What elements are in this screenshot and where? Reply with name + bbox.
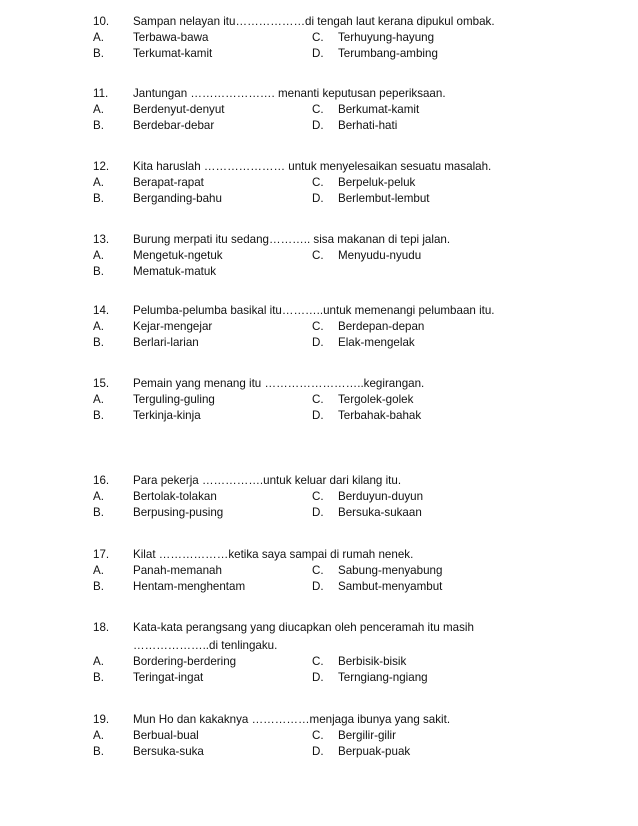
option-letter: D. (312, 580, 324, 593)
option-text: Terkumat-kamit (133, 47, 213, 60)
option-letter: A. (93, 393, 104, 406)
option-letter: B. (93, 506, 104, 519)
option-letter: B. (93, 47, 104, 60)
option-letter: C. (312, 320, 324, 333)
option-text: Berlembut-lembut (338, 192, 430, 205)
question-block (0, 547, 638, 595)
question-stem-row (0, 303, 638, 319)
option-letter: C. (312, 103, 324, 116)
question-number: 17. (93, 548, 110, 561)
option-letter: D. (312, 409, 324, 422)
question-stem: Kita haruslah ………………… untuk menyelesaikan sesuatu masalah. (133, 160, 492, 173)
option-row (0, 563, 638, 579)
option-row (0, 744, 638, 760)
option-letter: D. (312, 336, 324, 349)
question-number: 15. (93, 377, 110, 390)
question-number: 18. (93, 621, 110, 634)
question-number: 12. (93, 160, 110, 173)
option-letter: D. (312, 745, 324, 758)
option-row (0, 335, 638, 351)
option-row (0, 319, 638, 335)
option-letter: A. (93, 320, 104, 333)
option-letter: A. (93, 103, 104, 116)
option-letter: C. (312, 729, 324, 742)
option-letter: A. (93, 655, 104, 668)
question-block (0, 14, 638, 62)
option-text: Berbisik-bisik (338, 655, 407, 668)
option-row (0, 264, 638, 280)
option-letter: B. (93, 336, 104, 349)
option-row (0, 118, 638, 134)
question-block (0, 473, 638, 521)
question-stem-row (0, 547, 638, 563)
option-text: Berlari-larian (133, 336, 199, 349)
option-text: Menyudu-nyudu (338, 249, 422, 262)
option-letter: B. (93, 265, 104, 278)
option-text: Terkinja-kinja (133, 409, 201, 422)
option-row (0, 654, 638, 670)
option-text: Bertolak-tolakan (133, 490, 217, 503)
option-row (0, 248, 638, 264)
option-text: Berhati-hati (338, 119, 398, 132)
option-letter: B. (93, 409, 104, 422)
question-stem-row (0, 376, 638, 392)
question-number: 19. (93, 713, 110, 726)
option-text: Berkumat-kamit (338, 103, 420, 116)
option-text: Berpusing-pusing (133, 506, 224, 519)
option-row (0, 392, 638, 408)
question-block (0, 86, 638, 134)
option-letter: D. (312, 671, 324, 684)
option-text: Berbual-bual (133, 729, 199, 742)
question-stem-row (0, 620, 638, 636)
option-text: Bordering-berdering (133, 655, 237, 668)
option-row (0, 670, 638, 686)
option-letter: B. (93, 745, 104, 758)
option-text: Berpeluk-peluk (338, 176, 416, 189)
option-text: Terbahak-bahak (338, 409, 422, 422)
question-stem-continuation: ………………..di tenlingaku. (133, 639, 278, 652)
option-text: Berdepan-depan (338, 320, 425, 333)
option-letter: D. (312, 192, 324, 205)
question-stem: Kata-kata perangsang yang diucapkan oleh penceramah itu masih (133, 621, 474, 634)
option-row (0, 175, 638, 191)
question-block (0, 303, 638, 351)
question-number: 11. (93, 87, 109, 100)
option-letter: D. (312, 47, 324, 60)
option-text: Teringat-ingat (133, 671, 204, 684)
question-stem-row (0, 473, 638, 489)
question-stem-row (0, 86, 638, 102)
option-text: Bersuka-suka (133, 745, 204, 758)
option-letter: D. (312, 119, 324, 132)
option-text: Terguling-guling (133, 393, 215, 406)
option-letter: B. (93, 119, 104, 132)
option-row (0, 30, 638, 46)
option-row (0, 102, 638, 118)
option-text: Sambut-menyambut (338, 580, 443, 593)
option-row (0, 408, 638, 424)
question-stem-row (0, 232, 638, 248)
option-row (0, 191, 638, 207)
question-stem: Jantungan …………………. menanti keputusan peperiksaan. (133, 87, 446, 100)
option-row (0, 46, 638, 62)
option-letter: B. (93, 671, 104, 684)
question-stem-row (0, 712, 638, 728)
option-text: Berduyun-duyun (338, 490, 424, 503)
option-letter: A. (93, 31, 104, 44)
option-letter: C. (312, 31, 324, 44)
option-letter: B. (93, 580, 104, 593)
option-text: Terbawa-bawa (133, 31, 209, 44)
question-stem-row (0, 14, 638, 30)
question-stem: Mun Ho dan kakaknya ……………menjaga ibunya yang sakit. (133, 713, 451, 726)
question-block (0, 159, 638, 207)
option-letter: C. (312, 564, 324, 577)
question-block (0, 620, 638, 686)
option-letter: A. (93, 249, 104, 262)
question-number: 14. (93, 304, 110, 317)
option-text: Terumbang-ambing (338, 47, 438, 60)
option-letter: C. (312, 393, 324, 406)
option-text: Panah-memanah (133, 564, 222, 577)
option-text: Berdebar-debar (133, 119, 215, 132)
question-block (0, 232, 638, 280)
question-stem: Sampan nelayan itu………………di tengah laut kerana dipukul ombak. (133, 15, 495, 28)
option-text: Berapat-rapat (133, 176, 204, 189)
option-text: Elak-mengelak (338, 336, 415, 349)
question-stem: Kilat ………………ketika saya sampai di rumah nenek. (133, 548, 414, 561)
option-letter: A. (93, 176, 104, 189)
option-row (0, 489, 638, 505)
option-letter: C. (312, 655, 324, 668)
option-text: Sabung-menyabung (338, 564, 443, 577)
option-text: Terngiang-ngiang (338, 671, 428, 684)
option-text: Mengetuk-ngetuk (133, 249, 223, 262)
question-block (0, 712, 638, 760)
option-text: Mematuk-matuk (133, 265, 217, 278)
question-stem-continuation-row (0, 638, 638, 654)
option-letter: D. (312, 506, 324, 519)
option-letter: A. (93, 490, 104, 503)
option-row (0, 728, 638, 744)
option-text: Bergilir-gilir (338, 729, 396, 742)
question-stem: Pelumba-pelumba basikal itu………..untuk memenangi pelumbaan itu. (133, 304, 495, 317)
question-stem: Burung merpati itu sedang……….. sisa makanan di tepi jalan. (133, 233, 451, 246)
option-letter: B. (93, 192, 104, 205)
option-letter: C. (312, 249, 324, 262)
option-letter: C. (312, 176, 324, 189)
option-row (0, 579, 638, 595)
question-block (0, 376, 638, 424)
option-text: Bersuka-sukaan (338, 506, 422, 519)
option-row (0, 505, 638, 521)
option-text: Hentam-menghentam (133, 580, 246, 593)
option-text: Tergolek-golek (338, 393, 414, 406)
option-letter: C. (312, 490, 324, 503)
question-stem: Pemain yang menang itu ……………………..kegirangan. (133, 377, 425, 390)
option-text: Berpuak-puak (338, 745, 411, 758)
option-letter: A. (93, 564, 104, 577)
option-text: Berganding-bahu (133, 192, 222, 205)
question-number: 10. (93, 15, 110, 28)
question-number: 16. (93, 474, 110, 487)
option-text: Berdenyut-denyut (133, 103, 225, 116)
option-letter: A. (93, 729, 104, 742)
option-text: Terhuyung-hayung (338, 31, 435, 44)
question-number: 13. (93, 233, 110, 246)
option-text: Kejar-mengejar (133, 320, 213, 333)
question-stem-row (0, 159, 638, 175)
question-stem: Para pekerja …………….untuk keluar dari kilang itu. (133, 474, 402, 487)
